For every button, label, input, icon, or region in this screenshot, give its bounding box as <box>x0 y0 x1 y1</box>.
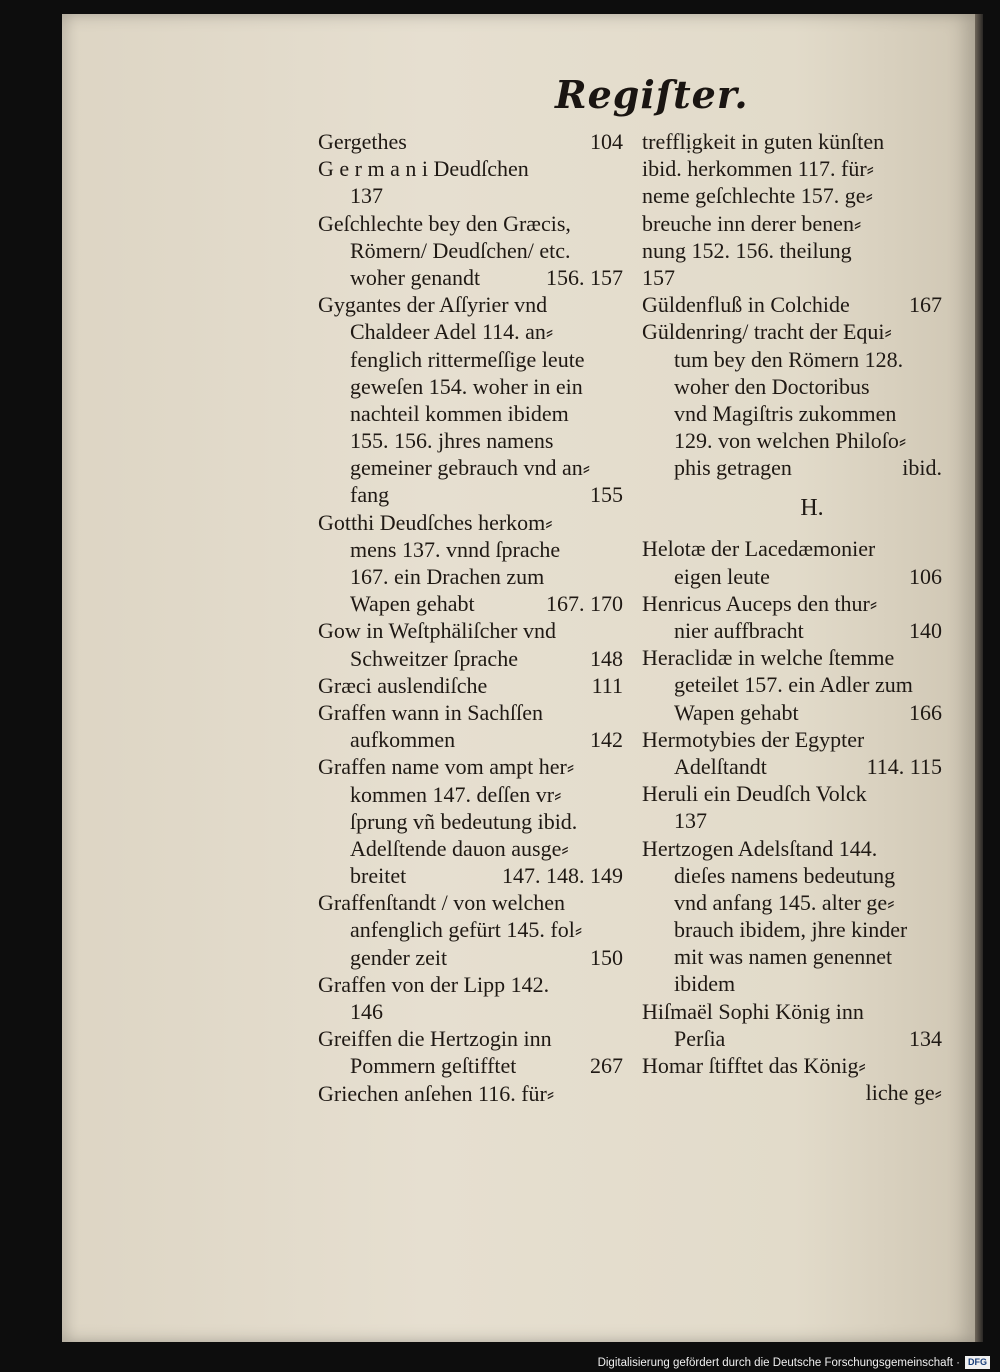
right-column-top <box>642 128 942 481</box>
index-entry-line <box>642 318 942 345</box>
entry-text: nung 152. 156. theilung <box>642 237 852 263</box>
entry-text: Homar ſtifftet das König⸗ <box>642 1053 866 1078</box>
entry-text: Helotæ der Lacedæmonier <box>642 536 876 562</box>
index-entry-line <box>318 835 623 862</box>
entry-text: 129. von welchen Philoſo⸗ <box>674 428 907 454</box>
entry-text: mens 137. vnnd ſprache <box>350 536 561 562</box>
entry-text: Graffen von der Lipp 142. <box>318 971 550 997</box>
index-entry-line <box>318 509 623 536</box>
entry-text: breuche inn derer benen⸗ <box>642 210 862 236</box>
entry-page-ref <box>936 726 942 753</box>
index-entry-line <box>642 1052 942 1079</box>
index-entry-line <box>318 318 623 345</box>
index-entry-line <box>642 916 942 943</box>
index-entry-line <box>318 726 623 753</box>
index-entry-line <box>318 237 623 264</box>
index-entry-line <box>642 889 942 916</box>
entry-page-ref <box>936 889 942 916</box>
entry-text: Heraclidæ in welche ſtemme <box>642 645 895 671</box>
index-entry-line <box>318 672 623 699</box>
entry-text: Graffen name vom ampt her⸗ <box>318 754 575 780</box>
entry-page-ref <box>936 128 942 155</box>
entry-page-ref: 114. 115 <box>866 753 942 779</box>
entry-text: Greiffen die Hertzogin inn <box>318 1026 552 1052</box>
index-entry-line <box>642 454 942 481</box>
index-entry-line <box>318 1080 623 1107</box>
section-letter: H. <box>800 495 824 522</box>
index-entry-line <box>642 753 942 780</box>
entry-text: Adelſtende dauon ausge⸗ <box>350 835 569 861</box>
catchword-line <box>642 1079 942 1106</box>
page-edge <box>975 14 983 1342</box>
entry-page-ref <box>617 346 623 373</box>
catchword: liche ge⸗ <box>865 1080 942 1106</box>
entry-page-ref: 156. 157 <box>546 264 623 290</box>
index-entry-line <box>642 427 942 454</box>
entry-text: gemeiner gebrauch vnd an⸗ <box>350 455 591 481</box>
index-entry-line <box>318 264 623 291</box>
entry-text: neme geſchlechte 157. ge⸗ <box>642 183 873 209</box>
entry-text: Græci auslendiſche <box>318 672 488 698</box>
index-entry-line <box>642 862 942 889</box>
right-column-bottom <box>642 535 942 1079</box>
index-entry-line <box>642 699 942 726</box>
entry-page-ref: 150 <box>590 944 623 970</box>
index-entry-line <box>318 808 623 835</box>
index-entry-line <box>318 536 623 563</box>
entry-text: woher genandt <box>350 264 481 290</box>
right-column <box>642 128 942 1106</box>
entry-page-ref <box>936 346 942 373</box>
entry-text: gender zeit <box>350 944 448 970</box>
entry-page-ref <box>617 563 623 590</box>
entry-page-ref: 267 <box>590 1053 623 1079</box>
entry-page-ref <box>936 318 942 345</box>
index-entry-line <box>642 998 942 1025</box>
entry-page-ref: 167. 170 <box>546 591 623 617</box>
entry-text: anfenglich gefürt 145. fol⸗ <box>350 917 583 943</box>
entry-text: vnd anfang 145. alter ge⸗ <box>674 889 895 915</box>
index-entry-line <box>318 210 623 237</box>
entry-text: 155. 156. jhres namens <box>350 428 554 454</box>
entry-text: Graffen wann in Sachſſen <box>318 699 544 725</box>
entry-text: Pommern geſtifftet <box>350 1053 517 1079</box>
entry-page-ref <box>617 781 623 808</box>
entry-page-ref: 142 <box>590 727 623 753</box>
index-entry-line <box>318 481 623 508</box>
index-entry-line <box>318 617 623 644</box>
index-entry-line <box>642 128 942 155</box>
entry-page-ref <box>617 182 623 209</box>
dfg-logo: DFG <box>965 1356 990 1369</box>
entry-text: Gergethes <box>318 129 407 154</box>
entry-page-ref <box>617 916 623 943</box>
entry-text: Güldenfluß in Colchide <box>642 292 850 318</box>
entry-page-ref: 167 <box>909 292 942 318</box>
entry-text: breitet <box>350 863 407 889</box>
index-entry-line <box>318 645 623 672</box>
entry-text: ibid. herkommen 117. für⸗ <box>642 156 874 182</box>
footer-credit: Digitalisierung gefördert durch die Deutsche Forschungsgemeinschaft · <box>597 1356 960 1369</box>
index-entry-line <box>642 400 942 427</box>
entry-text: Wapen gehabt <box>350 591 475 617</box>
entry-text: geteilet 157. ein Adler zum <box>674 672 913 698</box>
entry-text: Geſchlechte bey den Græcis, <box>318 210 571 236</box>
entry-page-ref <box>936 1052 942 1079</box>
entry-page-ref: 147. 148. 149 <box>502 863 623 889</box>
entry-page-ref <box>936 210 942 237</box>
index-entry-line <box>642 780 942 807</box>
entry-text: tum bey den Römern 128. <box>674 346 904 372</box>
index-entry-line <box>318 862 623 889</box>
entry-text: Griechen anſehen 116. für⸗ <box>318 1080 555 1106</box>
entry-text: trefflịgkeit in guten künſten <box>642 129 885 154</box>
entry-page-ref <box>617 536 623 563</box>
entry-page-ref <box>617 971 623 998</box>
index-entry-line <box>642 535 942 562</box>
entry-page-ref <box>936 671 942 698</box>
entry-page-ref <box>936 916 942 943</box>
entry-text: 137 <box>350 183 383 209</box>
index-entry-line <box>318 944 623 971</box>
entry-text: nier auffbracht <box>674 618 804 643</box>
page-title: Regiſter. <box>555 72 749 117</box>
entry-page-ref <box>936 807 942 834</box>
entry-page-ref <box>617 427 623 454</box>
entry-text: ibidem <box>674 971 736 997</box>
entry-page-ref <box>936 835 942 862</box>
index-entry-line <box>318 971 623 998</box>
index-entry-line <box>642 970 942 997</box>
entry-page-ref <box>617 291 623 318</box>
index-entry-line <box>642 210 942 237</box>
entry-text: woher den Doctoribus <box>674 373 870 399</box>
index-entry-line <box>318 291 623 318</box>
index-entry-line <box>642 182 942 209</box>
entry-text: brauch ibidem, jhre kinder <box>674 917 908 943</box>
entry-page-ref <box>617 889 623 916</box>
index-entry-line <box>642 835 942 862</box>
index-entry-line <box>318 128 623 155</box>
entry-text: Wapen gehabt <box>674 699 799 725</box>
index-entry-line <box>318 998 623 1025</box>
entry-page-ref: 106 <box>909 563 942 589</box>
entry-text: Gow in Weſtphäliſcher vnd <box>318 618 556 644</box>
entry-text: 146 <box>350 999 383 1024</box>
entry-page-ref <box>617 237 623 264</box>
entry-page-ref <box>617 155 623 182</box>
index-entry-line <box>318 182 623 209</box>
entry-page-ref <box>617 1080 623 1107</box>
entry-page-ref <box>617 617 623 644</box>
entry-page-ref <box>936 862 942 889</box>
entry-text: Hertzogen Adelsſtand 144. <box>642 835 878 861</box>
entry-page-ref <box>936 237 942 264</box>
entry-text: Gygantes der Aſſyrier vnd <box>318 292 548 318</box>
left-column <box>318 128 623 1107</box>
index-entry-line <box>318 427 623 454</box>
index-entry-line <box>318 400 623 427</box>
entry-page-ref <box>936 535 942 562</box>
index-entry-line <box>318 454 623 481</box>
index-entry-line <box>318 590 623 617</box>
index-entry-line <box>642 590 942 617</box>
index-entry-line <box>318 753 623 780</box>
entry-page-ref: 166 <box>909 699 942 725</box>
entry-page-ref <box>617 808 623 835</box>
entry-page-ref <box>936 780 942 807</box>
entry-page-ref <box>936 644 942 671</box>
entry-text: nachteil kommen ibidem <box>350 400 569 426</box>
entry-page-ref <box>617 318 623 345</box>
entry-page-ref: 104 <box>590 129 623 154</box>
index-entry-line <box>318 563 623 590</box>
entry-text: Schweitzer ſprache <box>350 645 518 671</box>
entry-text: G e r m a n i Deudſchen <box>318 156 529 182</box>
entry-text: kommen 147. deſſen vr⸗ <box>350 781 562 807</box>
index-entry-line <box>318 889 623 916</box>
entry-text: 137 <box>674 808 707 834</box>
footer <box>598 1356 990 1369</box>
entry-page-ref <box>617 509 623 536</box>
entry-page-ref: ibid. <box>902 455 942 481</box>
index-entry-line <box>318 699 623 726</box>
entry-text: 167. ein Drachen zum <box>350 564 545 589</box>
entry-page-ref: 155 <box>590 482 623 508</box>
entry-text: Hiſmaël Sophi König inn <box>642 998 864 1024</box>
index-entry-line <box>318 1052 623 1079</box>
entry-text: phis getragen <box>674 455 792 481</box>
entry-page-ref <box>936 590 942 617</box>
entry-text: aufkommen <box>350 727 456 753</box>
entry-text: Perſia <box>674 1025 726 1051</box>
index-entry-line <box>318 1025 623 1052</box>
entry-text: geweſen 154. woher in ein <box>350 373 583 399</box>
entry-page-ref <box>936 373 942 400</box>
entry-text: ſprung vñ bedeutung ibid. <box>350 808 578 834</box>
index-entry-line <box>642 644 942 671</box>
entry-text: Chaldeer Adel 114. an⸗ <box>350 319 554 345</box>
index-entry-line <box>318 373 623 400</box>
index-entry-line <box>642 563 942 590</box>
entry-page-ref <box>936 943 942 970</box>
entry-page-ref <box>617 699 623 726</box>
entry-page-ref <box>617 835 623 862</box>
entry-text: Graffenſtandt / von welchen <box>318 890 566 916</box>
entry-text: Henricus Auceps den thur⸗ <box>642 590 878 616</box>
entry-page-ref <box>617 373 623 400</box>
index-entry-line <box>642 155 942 182</box>
index-entry-line <box>642 373 942 400</box>
entry-text: Hermotybies der Egypter <box>642 726 865 752</box>
index-entry-line <box>318 155 623 182</box>
entry-text: fang <box>350 482 390 508</box>
entry-text: vnd Magiſtris zukommen <box>674 400 897 426</box>
entry-page-ref <box>617 454 623 481</box>
entry-page-ref <box>617 210 623 237</box>
entry-text: 157 <box>642 264 675 290</box>
entry-text: Adelſtandt <box>674 753 767 779</box>
entry-text: Güldenring/ tracht der Equi⸗ <box>642 319 892 345</box>
entry-page-ref <box>617 753 623 780</box>
index-entry-line <box>318 781 623 808</box>
entry-text: Gotthi Deudſches herkom⸗ <box>318 509 553 535</box>
entry-page-ref: 148 <box>590 645 623 671</box>
entry-page-ref <box>936 264 942 291</box>
entry-page-ref: 140 <box>909 618 942 643</box>
entry-text: mit was namen genennet <box>674 944 893 970</box>
entry-text: fenglich rittermeſſige leute <box>350 346 585 372</box>
entry-page-ref <box>617 1025 623 1052</box>
index-entry-line <box>642 264 942 291</box>
entry-page-ref: 134 <box>909 1025 942 1051</box>
entry-page-ref <box>936 155 942 182</box>
entry-page-ref <box>936 970 942 997</box>
index-entry-line <box>642 807 942 834</box>
index-entry-line <box>642 726 942 753</box>
index-entry-line <box>318 346 623 373</box>
entry-text: Heruli ein Deudſch Volck <box>642 781 867 807</box>
entry-page-ref <box>617 998 623 1025</box>
entry-page-ref <box>936 400 942 427</box>
index-entry-line <box>642 291 942 318</box>
entry-page-ref <box>936 182 942 209</box>
entry-text: dieſes namens bedeutung <box>674 862 896 888</box>
entry-text: eigen leute <box>674 563 770 589</box>
index-entry-line <box>642 943 942 970</box>
entry-page-ref <box>936 427 942 454</box>
entry-page-ref: 111 <box>591 672 623 698</box>
index-entry-line <box>642 1025 942 1052</box>
index-entry-line <box>642 237 942 264</box>
index-entry-line <box>642 617 942 644</box>
index-entry-line <box>318 916 623 943</box>
entry-page-ref <box>617 400 623 427</box>
index-entry-line <box>642 671 942 698</box>
index-entry-line <box>642 346 942 373</box>
entry-text: Römern/ Deudſchen/ etc. <box>350 237 571 263</box>
entry-page-ref <box>936 998 942 1025</box>
